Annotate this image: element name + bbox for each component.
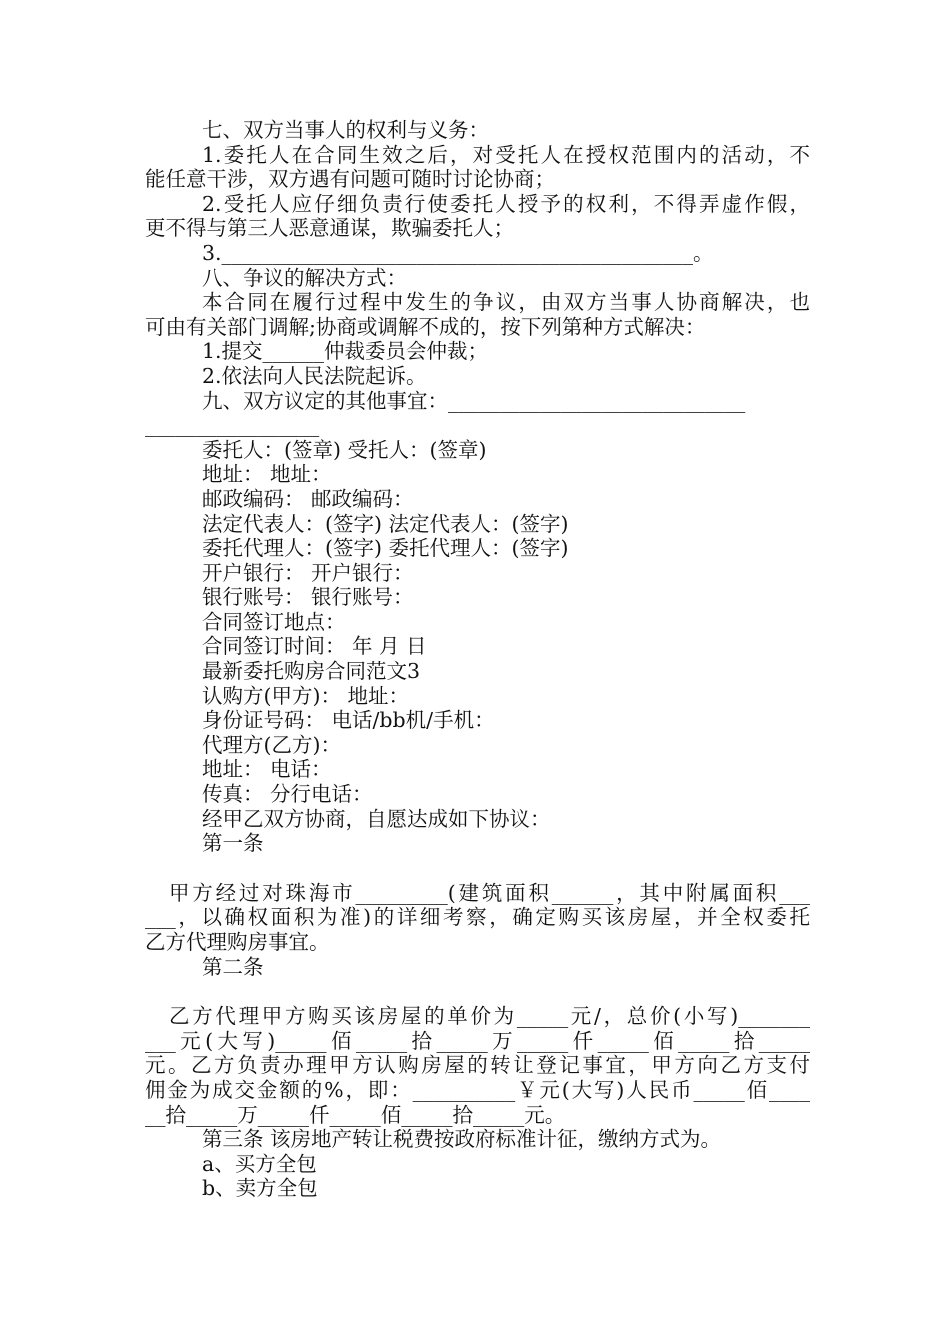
option-a: a、买方全包 xyxy=(202,1151,317,1176)
signature-line: 合同签订地点： xyxy=(202,609,346,634)
clause-text: 可由有关部门调解;协商或调解不成的，按下列第种方式解决： xyxy=(145,314,706,339)
signature-line: 委托代理人：(签字) 委托代理人：(签字) xyxy=(202,536,569,561)
signature-line: 开户银行： 开户银行： xyxy=(202,560,414,585)
party-info-line: 传真： 分行电话： xyxy=(202,782,373,807)
clause-text: 2.受托人应仔细负责行使委托人授予的权利，不得弄虚作假， xyxy=(202,191,810,216)
party-info-line: 身份证号码： 电话/bb机/手机： xyxy=(202,708,495,733)
article-text: ___元(大写)_____佰_____拾_____万_____仟_____佰_____拾_____ xyxy=(145,1028,810,1053)
party-info-line: 认购方(甲方)： 地址： xyxy=(202,683,410,708)
article-text: 乙方代理甲方购买该房屋的单价为_____元/，总价(小写)_______ xyxy=(169,1004,810,1029)
clause-text: 2.依法向人民法院起诉。 xyxy=(202,363,427,388)
article-text: ___，以确权面积为准)的详细考察，确定购买该房屋，并全权委托 xyxy=(145,905,810,930)
article-3-heading: 第三条 该房地产转让税费按政府标准计征，缴纳方式为。 xyxy=(202,1127,722,1152)
section-7-heading: 七、双方当事人的权利与义务： xyxy=(202,118,489,142)
signature-line: 法定代表人：(签字) 法定代表人：(签字) xyxy=(202,511,569,536)
party-info-line: 代理方(乙方)： xyxy=(202,732,341,757)
clause-text: 能任意干涉，双方遇有问题可随时讨论协商； xyxy=(145,167,555,192)
article-text: __拾_____万_____仟_____佰_____拾_____元。 xyxy=(145,1102,566,1127)
signature-line: 合同签订时间： 年 月 日 xyxy=(202,634,427,659)
contract-body xyxy=(145,118,810,1201)
agreement-intro: 经甲乙双方协商，自愿达成如下协议： xyxy=(202,806,551,831)
signature-line: 银行账号： 银行账号： xyxy=(202,585,414,610)
clause-text: 1.委托人在合同生效之后，对受托人在授权范围内的活动，不 xyxy=(202,142,810,167)
clause-text: 3.______________________________________________。 xyxy=(202,240,714,265)
article-text: 乙方代理购房事宜。 xyxy=(145,930,330,954)
blank-line xyxy=(145,979,810,1004)
section-9-heading: 九、双方议定的其他事宜：_____________________________ xyxy=(202,388,746,413)
sample-3-title: 最新委托购房合同范文3 xyxy=(202,659,421,684)
article-text: 元。乙方负责办理甲方认购房屋的转让登记事宜，甲方向乙方支付 xyxy=(145,1053,810,1078)
clause-text: 本合同在履行过程中发生的争议，由双方当事人协商解决，也 xyxy=(202,290,810,315)
article-1-heading: 第一条 xyxy=(202,831,264,856)
clause-text: 更不得与第三人恶意通谋，欺骗委托人； xyxy=(145,216,514,241)
article-text: 甲方经过对珠海市_________(建筑面积______，其中附属面积___ xyxy=(169,880,810,905)
option-b: b、卖方全包 xyxy=(202,1176,318,1201)
article-2-heading: 第二条 xyxy=(202,954,264,979)
clause-text: 1.提交______仲裁委员会仲裁； xyxy=(202,339,489,364)
blank-line xyxy=(145,856,810,881)
signature-line: 地址： 地址： xyxy=(202,462,332,487)
article-text: 佣金为成交金额的%，即：__________￥元(大写)人民币_____佰____ xyxy=(145,1077,810,1102)
signature-line: 邮政编码： 邮政编码： xyxy=(202,486,414,511)
signature-line: 委托人：(签章) 受托人：(签章) xyxy=(202,437,487,462)
section-8-heading: 八、争议的解决方式： xyxy=(202,265,407,290)
party-info-line: 地址： 电话： xyxy=(202,757,332,782)
clause-text: _________________ xyxy=(145,413,320,438)
